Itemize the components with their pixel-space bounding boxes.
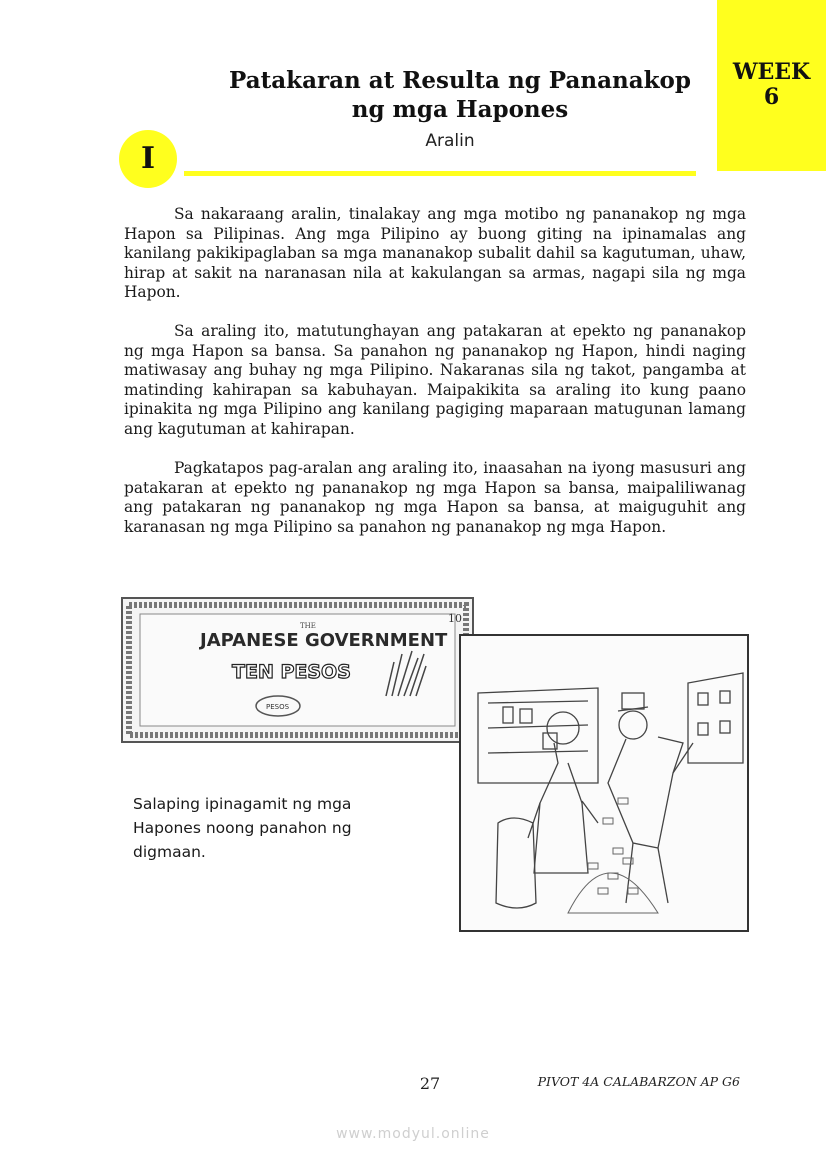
banknote-line-2: TEN PESOS	[232, 661, 351, 683]
week-number: 6	[763, 84, 780, 110]
page-number: 27	[419, 1074, 441, 1093]
paragraph-intro: Sa nakaraang aralin, tinalakay ang mga motibo ng pananakop ng mga Hapon sa Pilipinas. Ang mga Pilipino ay buong giting na ipinamalas ang kanilang pakikipaglaban sa mga mananakop subalit dahil sa kagutuman, uhaw, hirap at sakit na naranasan nila at kakulangan sa armas, nagapi sila ng mga Hapon.	[124, 205, 746, 301]
image-caption: Salaping ipinagamit ng mga Hapones noong panahon ng digmaan.	[133, 795, 352, 861]
banknote-small-top: THE	[300, 622, 316, 630]
section-letter-badge: I	[119, 130, 177, 188]
market-scene-illustration	[458, 633, 750, 933]
section-divider	[184, 171, 696, 176]
banknote-center-small: PESOS	[266, 703, 290, 711]
title-line-1: Patakaran at Resulta ng Pananakop	[229, 67, 691, 94]
paragraph-lesson: Sa araling ito, matutunghayan ang patakaran at epekto ng pananakop ng mga Hapon sa bansa. Sa panahon ng pananakop ng Hapon, hindi naging matiwasay ang buhay ng mga Pilipino. Nakaranas sila ng takot, pangamba at matinding kahirapan sa kabuhayan. Maipakikita sa araling ito kung paano ipinakita ng mga Pilipino ang kanilang pagiging maparaan matugunan lamang ang kagutuman at kahirapan.	[124, 322, 746, 438]
title-line-2: ng mga Hapones	[351, 96, 569, 123]
week-label: WEEK	[732, 59, 811, 85]
banknote-corner-value: 10	[448, 612, 462, 625]
week-badge	[717, 0, 826, 171]
banknote-line-1: JAPANESE GOVERNMENT	[200, 630, 448, 651]
watermark: www.modyul.online	[336, 1126, 490, 1142]
banknote-illustration	[120, 596, 475, 744]
section-heading: Aralin	[425, 131, 475, 151]
paragraph-objectives: Pagkatapos pag-aralan ang araling ito, inaasahan na iyong masusuri ang patakaran at epekto ng pananakop ng mga Hapon sa bansa, maipaliliwanag ang patakaran ng pananakop ng mga Hapon sa bansa, at maiguguhit ang karanasan ng mga Pilipino sa panahon ng pananakop ng mga Hapon.	[124, 459, 746, 536]
page-title	[210, 66, 710, 124]
footer-title: PIVOT 4A CALABARZON AP G6	[537, 1074, 740, 1089]
